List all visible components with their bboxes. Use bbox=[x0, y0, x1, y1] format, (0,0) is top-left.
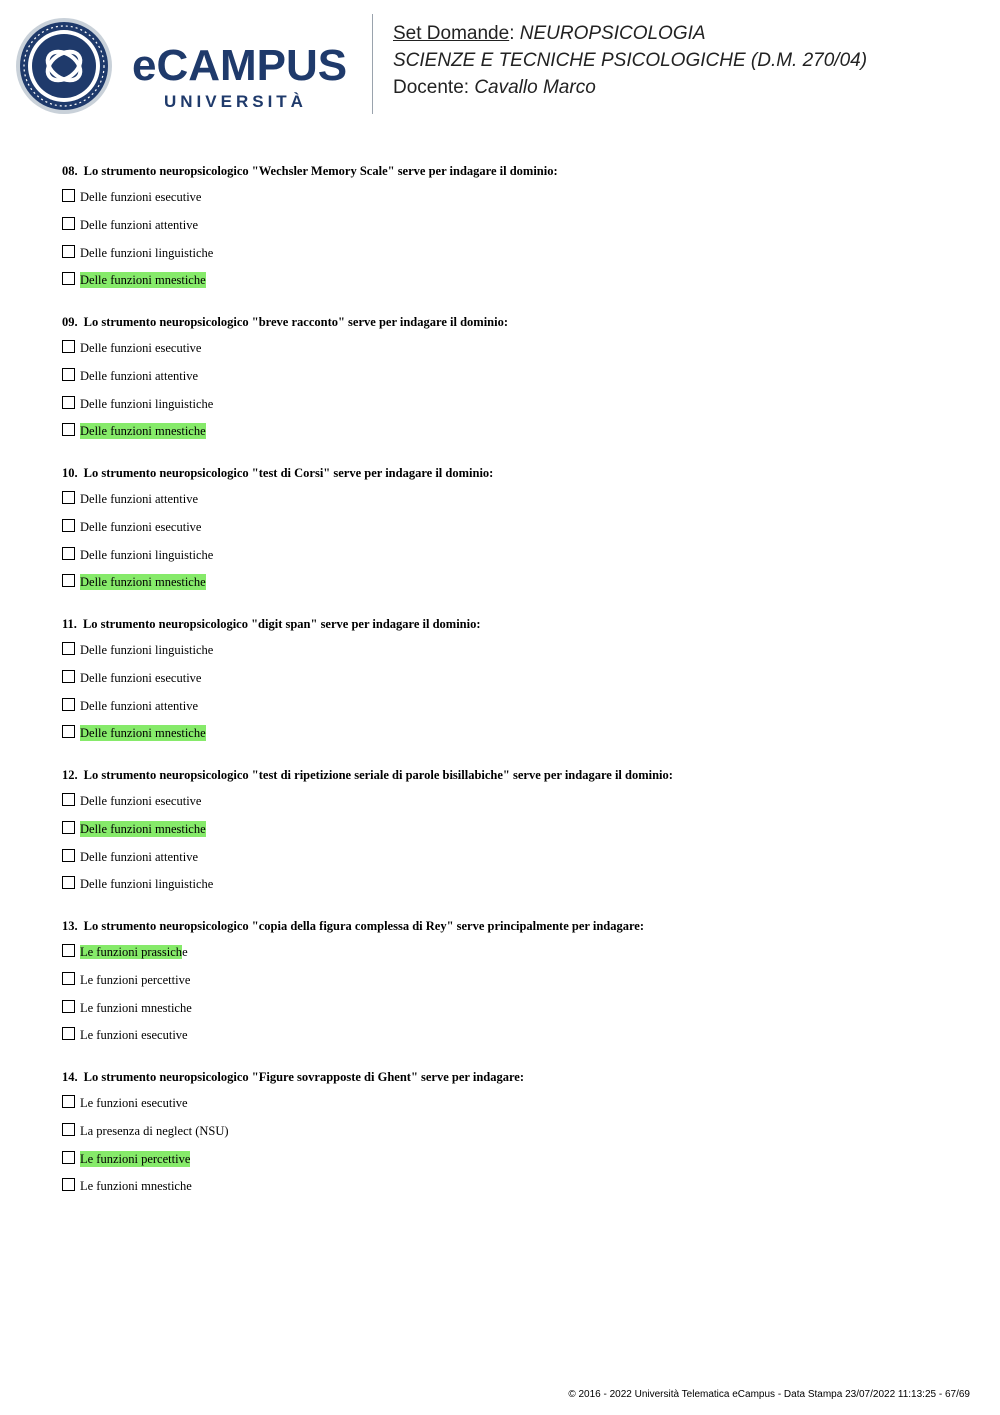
answer-label: Delle funzioni attentive bbox=[80, 217, 199, 232]
answer-option[interactable] bbox=[62, 1095, 962, 1111]
answer-label: Delle funzioni linguistiche bbox=[80, 396, 214, 411]
answer-label: Delle funzioni esecutive bbox=[80, 794, 202, 808]
answer-label: Delle funzioni mnestiche bbox=[80, 273, 206, 288]
question-text: Lo strumento neuropsicologico "copia della figura complessa di Rey" serve principalmente per indagare: bbox=[83, 919, 645, 933]
answer-checkbox[interactable] bbox=[62, 1178, 75, 1191]
answer-checkbox[interactable] bbox=[62, 217, 75, 230]
answer-label: Delle funzioni esecutive bbox=[80, 341, 202, 355]
question-number: 09. bbox=[62, 315, 78, 329]
question-number: 08. bbox=[62, 164, 78, 178]
question-title bbox=[62, 616, 962, 632]
answer-checkbox[interactable] bbox=[62, 972, 75, 985]
answer-option[interactable] bbox=[62, 944, 962, 960]
answer-option[interactable] bbox=[62, 698, 962, 714]
answer-checkbox[interactable] bbox=[62, 547, 75, 560]
answer-label: Le funzioni percettive bbox=[80, 1151, 191, 1166]
teacher-name: Cavallo Marco bbox=[474, 77, 596, 98]
answer-option[interactable] bbox=[62, 245, 962, 261]
answer-label bbox=[80, 944, 188, 960]
set-value: NEUROPSICOLOGIA bbox=[519, 23, 706, 44]
answer-option[interactable] bbox=[62, 547, 962, 563]
answer-option[interactable] bbox=[62, 1027, 962, 1043]
answer-checkbox[interactable] bbox=[62, 1000, 75, 1013]
answer-option[interactable] bbox=[62, 340, 962, 356]
teacher-line bbox=[393, 74, 867, 101]
answer-label: La presenza di neglect (NSU) bbox=[80, 1123, 229, 1138]
answer-label: Delle funzioni attentive bbox=[80, 368, 199, 383]
answer-checkbox[interactable] bbox=[62, 272, 75, 285]
answer-option[interactable] bbox=[62, 793, 962, 809]
question-title bbox=[62, 314, 962, 330]
answer-label-rest: e bbox=[182, 945, 188, 959]
question-text: Lo strumento neuropsicologico "test di Corsi" serve per indagare il dominio: bbox=[83, 466, 494, 480]
question-number: 12. bbox=[62, 768, 78, 782]
answer-checkbox[interactable] bbox=[62, 574, 75, 587]
answer-checkbox[interactable] bbox=[62, 245, 75, 258]
answer-label: Delle funzioni linguistiche bbox=[80, 877, 214, 892]
answer-checkbox[interactable] bbox=[62, 725, 75, 738]
answer-option[interactable] bbox=[62, 574, 962, 590]
question-block bbox=[62, 616, 962, 741]
answer-label: Delle funzioni linguistiche bbox=[80, 245, 214, 260]
answer-highlight: Le funzioni prassich bbox=[80, 945, 183, 959]
answer-label: Delle funzioni esecutive bbox=[80, 670, 202, 685]
question-block bbox=[62, 163, 962, 288]
answer-option[interactable] bbox=[62, 821, 962, 837]
teacher-label: Docente: bbox=[393, 77, 475, 98]
answer-checkbox[interactable] bbox=[62, 849, 75, 862]
document-header bbox=[393, 20, 867, 101]
answer-option[interactable] bbox=[62, 368, 962, 384]
answer-option[interactable] bbox=[62, 491, 962, 507]
logo-wordmark: eCAMPUS bbox=[132, 41, 348, 90]
course-line bbox=[393, 47, 867, 74]
ecampus-logo bbox=[14, 16, 359, 116]
question-text: Lo strumento neuropsicologico "Figure sovrapposte di Ghent" serve per indagare: bbox=[83, 1070, 524, 1084]
answer-option[interactable] bbox=[62, 972, 962, 988]
answer-label: Delle funzioni esecutive bbox=[80, 190, 202, 204]
set-line: Set Domande: NEUROPSICOLOGIA bbox=[393, 23, 706, 44]
answer-checkbox[interactable] bbox=[62, 944, 75, 957]
answer-option[interactable] bbox=[62, 1178, 962, 1194]
answer-option[interactable] bbox=[62, 189, 962, 205]
question-number: 14. bbox=[62, 1070, 78, 1084]
question-text: Lo strumento neuropsicologico "breve racconto" serve per indagare il dominio: bbox=[83, 315, 509, 329]
answer-option[interactable] bbox=[62, 1000, 962, 1016]
answer-option[interactable] bbox=[62, 423, 962, 439]
answer-checkbox[interactable] bbox=[62, 821, 75, 834]
answer-label: Le funzioni mnestiche bbox=[80, 1179, 192, 1194]
page-footer: © 2016 - 2022 Università Telematica eCampus - Data Stampa 23/07/2022 11:13:25 - 67/69 bbox=[568, 1389, 970, 1400]
answer-option[interactable] bbox=[62, 725, 962, 741]
question-title bbox=[62, 918, 962, 934]
question-block bbox=[62, 1069, 962, 1194]
answer-label: Le funzioni esecutive bbox=[80, 1028, 188, 1043]
answer-checkbox[interactable] bbox=[62, 368, 75, 381]
answer-checkbox[interactable] bbox=[62, 1027, 75, 1040]
answer-checkbox[interactable] bbox=[62, 642, 75, 655]
question-number: 10. bbox=[62, 466, 78, 480]
answer-option[interactable] bbox=[62, 396, 962, 412]
question-block bbox=[62, 767, 962, 892]
answer-label: Delle funzioni mnestiche bbox=[80, 821, 206, 836]
answer-option[interactable] bbox=[62, 849, 962, 865]
question-title bbox=[62, 163, 962, 179]
answer-checkbox[interactable] bbox=[62, 423, 75, 436]
header-divider bbox=[372, 14, 373, 114]
question-title bbox=[62, 767, 962, 783]
answer-option[interactable] bbox=[62, 1151, 962, 1167]
answer-option[interactable] bbox=[62, 642, 962, 658]
answer-option[interactable] bbox=[62, 272, 962, 288]
answer-label: Delle funzioni mnestiche bbox=[80, 575, 206, 590]
answer-label: Delle funzioni attentive bbox=[80, 849, 199, 864]
answer-checkbox[interactable] bbox=[62, 189, 75, 202]
question-text: Lo strumento neuropsicologico "digit span" serve per indagare il dominio: bbox=[82, 617, 481, 631]
question-number: 13. bbox=[62, 919, 78, 933]
answer-label: Delle funzioni mnestiche bbox=[80, 424, 206, 439]
course-name: SCIENZE E TECNICHE PSICOLOGICHE (D.M. 270/04) bbox=[393, 50, 868, 71]
answer-label: Le funzioni percettive bbox=[80, 972, 191, 987]
answer-label: Delle funzioni attentive bbox=[80, 698, 199, 713]
answer-checkbox[interactable] bbox=[62, 1095, 75, 1108]
answer-label: Delle funzioni linguistiche bbox=[80, 643, 214, 657]
answer-checkbox[interactable] bbox=[62, 876, 75, 889]
answer-label: Delle funzioni esecutive bbox=[80, 519, 202, 534]
answer-checkbox[interactable] bbox=[62, 1123, 75, 1136]
answer-option[interactable] bbox=[62, 519, 962, 535]
answer-checkbox[interactable] bbox=[62, 698, 75, 711]
question-block bbox=[62, 918, 962, 1043]
question-number: 11. bbox=[62, 617, 77, 631]
answer-checkbox[interactable] bbox=[62, 1151, 75, 1164]
answer-checkbox[interactable] bbox=[62, 340, 75, 353]
answer-checkbox[interactable] bbox=[62, 519, 75, 532]
question-block bbox=[62, 465, 962, 590]
set-label: Set Domande bbox=[393, 23, 510, 44]
answer-label: Delle funzioni attentive bbox=[80, 492, 199, 506]
question-text: Lo strumento neuropsicologico "Wechsler Memory Scale" serve per indagare il dominio: bbox=[83, 164, 558, 178]
question-text: Lo strumento neuropsicologico "test di ripetizione seriale di parole bisillabiche" serve per indagare il dominio: bbox=[83, 768, 673, 782]
question-block bbox=[62, 314, 962, 439]
answer-label: Delle funzioni linguistiche bbox=[80, 547, 214, 562]
answer-checkbox[interactable] bbox=[62, 491, 75, 504]
question-title bbox=[62, 1069, 962, 1085]
answer-checkbox[interactable] bbox=[62, 670, 75, 683]
answer-label: Le funzioni esecutive bbox=[80, 1096, 188, 1110]
logo-subtitle: UNIVERSITÀ bbox=[164, 92, 307, 111]
question-title bbox=[62, 465, 962, 481]
answer-label: Le funzioni mnestiche bbox=[80, 1000, 192, 1015]
answer-option[interactable] bbox=[62, 670, 962, 686]
answer-option[interactable] bbox=[62, 1123, 962, 1139]
answer-option[interactable] bbox=[62, 217, 962, 233]
answer-checkbox[interactable] bbox=[62, 793, 75, 806]
seal-icon bbox=[16, 18, 112, 114]
answer-option[interactable] bbox=[62, 876, 962, 892]
answer-checkbox[interactable] bbox=[62, 396, 75, 409]
answer-label: Delle funzioni mnestiche bbox=[80, 726, 206, 741]
